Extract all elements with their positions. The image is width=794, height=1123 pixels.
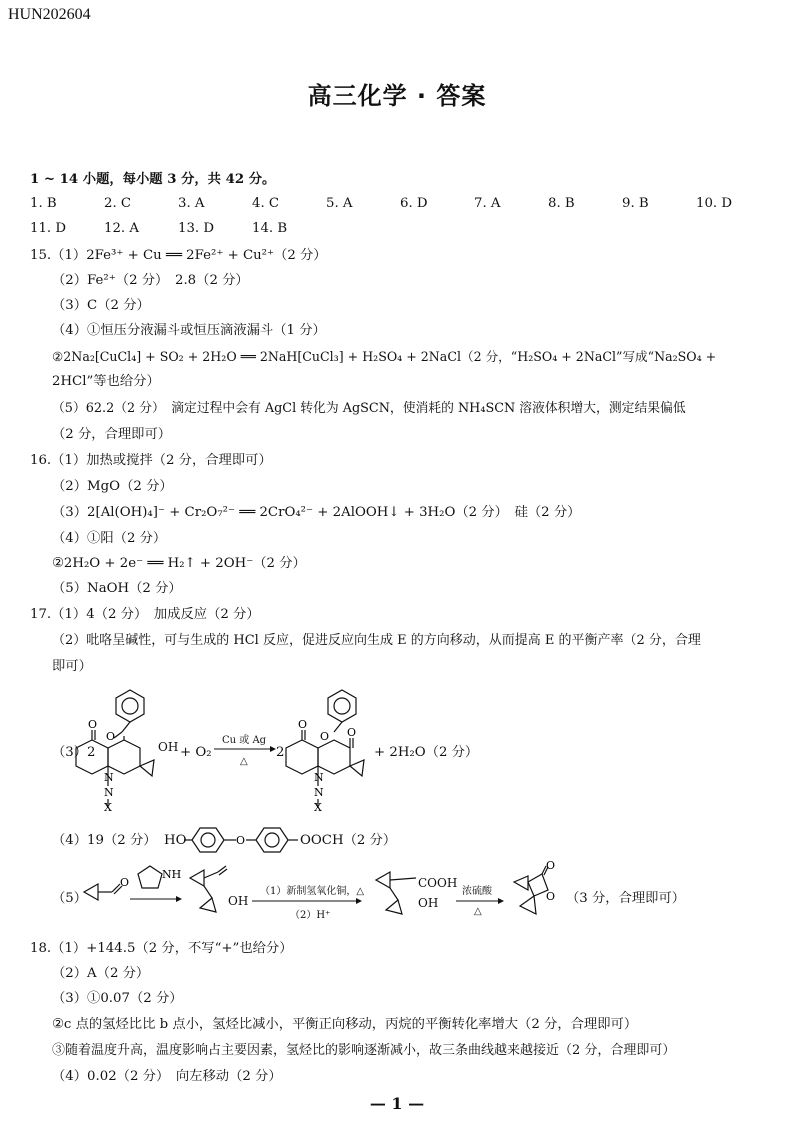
mc-answer: 11. D bbox=[30, 221, 67, 236]
q15-line-1: 15.（1）2Fe³⁺ + Cu ══ 2Fe²⁺ + Cu²⁺（2 分） bbox=[30, 248, 327, 263]
reaction-condition-catalyst: Cu 或 Ag bbox=[222, 735, 267, 746]
formate-group: OOCH（2 分） bbox=[300, 833, 397, 848]
cyclopropanecarbaldehyde-structure bbox=[82, 878, 132, 908]
q16-line-4: （4）①阳（2 分） bbox=[52, 531, 167, 546]
hydroxyl-label: OH bbox=[228, 894, 249, 908]
q16-line-2: （2）MgO（2 分） bbox=[52, 479, 173, 494]
q15-line-5: ②2Na₂[CuCl₄] + SO₂ + 2H₂O ══ 2NaH[CuCl₃] + H₂SO₄ + 2NaCl（2 分，“H₂SO₄ + 2NaCl”写成“Na₂SO₄ + bbox=[52, 349, 717, 364]
atom-x-label: X bbox=[104, 801, 112, 812]
q18-line-4: ②c 点的氢烃比比 b 点小，氢烃比减小，平衡正向移动，丙烷的平衡转化率增大（2 分，合理即可） bbox=[52, 1017, 638, 1032]
atom-x-label: X bbox=[314, 801, 322, 812]
atom-o-label: O bbox=[546, 890, 556, 903]
reaction-arrow bbox=[456, 896, 504, 906]
q18-line-3: （3）①0.07（2 分） bbox=[52, 991, 183, 1006]
lactonization-heat: △ bbox=[474, 906, 482, 917]
q17-part3-prefix: （3）2 bbox=[52, 745, 96, 760]
ether-oxygen-label: O bbox=[236, 834, 246, 847]
q15-line-7: （5）62.2（2 分） 滴定过程中会有 AgCl 转化为 AgSCN，使消耗的 NH₄SCN 溶液体积增大，测定结果偏低 bbox=[52, 401, 686, 416]
q17-part5-prefix: （5） bbox=[52, 891, 88, 906]
hydroxyl-label: OH bbox=[158, 740, 179, 754]
q15-line-3: （3）C（2 分） bbox=[52, 298, 150, 313]
atom-o-label: O bbox=[106, 730, 116, 743]
carboxyl-label: COOH bbox=[418, 876, 458, 890]
acidification-condition: （2）H⁺ bbox=[290, 910, 331, 921]
mc-answer: 6. D bbox=[400, 196, 428, 211]
q18-line-6: （4）0.02（2 分） 向左移动（2 分） bbox=[52, 1069, 282, 1084]
reaction-arrow bbox=[214, 744, 276, 754]
reaction-condition-heat: △ bbox=[240, 756, 248, 767]
mc-answer: 2. C bbox=[104, 196, 132, 211]
reaction-arrow bbox=[130, 894, 182, 904]
q17-line-2: （2）吡咯呈碱性，可与生成的 HCl 反应，促进反应向生成 E 的方向移动，从而提高 E 的平衡产率（2 分，合理 bbox=[52, 633, 701, 648]
mc-answer: 1. B bbox=[30, 196, 57, 211]
document-code: HUN202604 bbox=[8, 6, 91, 23]
q15-line-6: 2HCl”等也给分） bbox=[52, 374, 160, 389]
atom-o-label: O bbox=[88, 718, 98, 731]
nh-label: NH bbox=[162, 868, 182, 881]
mc-answer: 9. B bbox=[622, 196, 649, 211]
q18-line-1: 18.（1）+144.5（2 分，不写“+”也给分） bbox=[30, 941, 293, 956]
mc-answer: 8. B bbox=[548, 196, 575, 211]
q17-line-1: 17.（1）4（2 分） 加成反应（2 分） bbox=[30, 607, 260, 622]
q16-line-3: （3）2[Al(OH)₄]⁻ + Cr₂O₇²⁻ ══ 2CrO₄²⁻ + 2AlOOH↓ + 3H₂O（2 分） 硅（2 分） bbox=[52, 505, 581, 520]
q15-line-4: （4）①恒压分液漏斗或恒压滴液漏斗（1 分） bbox=[52, 323, 326, 338]
product-molecule-structure bbox=[280, 682, 380, 812]
mc-answer: 12. A bbox=[104, 221, 139, 236]
mc-answer: 14. B bbox=[252, 221, 288, 236]
atom-o-label: O bbox=[320, 730, 330, 743]
mc-intro: 1 ~ 14 小题，每小题 3 分，共 42 分。 bbox=[30, 172, 276, 187]
pyrrole-structure bbox=[136, 862, 186, 892]
q17-part5-score: （3 分，合理即可） bbox=[566, 891, 686, 906]
page-title: 高三化学 · 答案 bbox=[307, 82, 487, 110]
product-coefficient: 2 bbox=[276, 745, 285, 760]
page-number: — 1 — bbox=[369, 1094, 425, 1113]
hydroxyl-label: OH bbox=[418, 896, 439, 910]
hydroxy-group: HO bbox=[164, 833, 187, 848]
q16-line-1: 16.（1）加热或搅拌（2 分，合理即可） bbox=[30, 453, 272, 468]
mc-answer: 4. C bbox=[252, 196, 280, 211]
atom-n-label: N bbox=[104, 771, 114, 784]
lactone-structure bbox=[508, 860, 568, 926]
atom-o-label: O bbox=[120, 878, 130, 889]
mc-answer: 10. D bbox=[696, 196, 733, 211]
mc-answer: 5. A bbox=[326, 196, 353, 211]
q16-line-5: ②2H₂O + 2e⁻ ══ H₂↑ + 2OH⁻（2 分） bbox=[52, 556, 306, 571]
atom-n-label: N bbox=[314, 771, 324, 784]
q15-line-2: （2）Fe²⁺（2 分） 2.8（2 分） bbox=[52, 273, 249, 288]
diaryl-ether-structure bbox=[184, 822, 304, 858]
atom-o-label: O bbox=[298, 718, 308, 731]
q17-line-3: 即可） bbox=[52, 659, 92, 674]
reaction-arrow bbox=[252, 896, 362, 906]
atom-n-label: N bbox=[104, 786, 114, 799]
oxygen-reagent: + O₂ bbox=[180, 745, 212, 760]
q15-line-8: （2 分，合理即可） bbox=[52, 427, 172, 442]
lactonization-condition: 浓硫酸 bbox=[462, 886, 492, 897]
mc-answer: 13. D bbox=[178, 221, 215, 236]
product-water: + 2H₂O（2 分） bbox=[374, 745, 479, 760]
mc-answer: 3. A bbox=[178, 196, 205, 211]
mc-answer: 7. A bbox=[474, 196, 501, 211]
q18-line-5: ③随着温度升高，温度影响占主要因素，氢烃比的影响逐渐减小，故三条曲线越来越接近（2 分，合理即可） bbox=[52, 1043, 676, 1058]
oxidation-condition: （1）新制氢氧化铜，△ bbox=[260, 886, 365, 897]
atom-o-label: O bbox=[347, 726, 357, 739]
q16-line-6: （5）NaOH（2 分） bbox=[52, 581, 182, 596]
q18-line-2: （2）A（2 分） bbox=[52, 966, 150, 981]
atom-n-label: N bbox=[314, 786, 324, 799]
q17-part4-prefix: （4）19（2 分） bbox=[52, 833, 157, 848]
atom-o-label: O bbox=[546, 860, 556, 872]
